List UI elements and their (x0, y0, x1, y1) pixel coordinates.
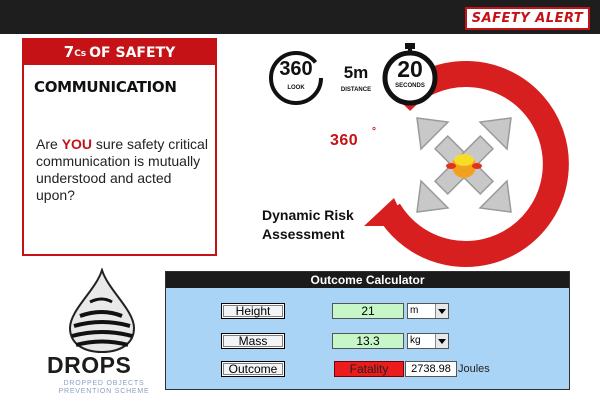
mass-unit-select[interactable] (407, 333, 449, 349)
drops-name: DROPS (47, 352, 132, 378)
height-unit-value: m (410, 305, 419, 316)
energy-value: 2738.98 (405, 361, 457, 377)
rotation-degree: ° (372, 126, 376, 137)
distance-value: 5m (343, 63, 369, 82)
seconds-value: 20 (397, 56, 423, 82)
stopwatch-stem (408, 49, 412, 53)
card-heading-superscript: Cs (74, 49, 87, 59)
outcome-calculator (165, 271, 570, 390)
height-button[interactable]: Height (221, 303, 285, 319)
drops-subtitle: DROPPED OBJECTS PREVENTION SCHEME (58, 380, 150, 395)
question-rest: sure safety critical communication is mutually understood and acted upon? (36, 136, 208, 203)
rotation-label: 360 (330, 132, 359, 149)
card-heading-text: OF SAFETY (89, 45, 176, 61)
question-prefix: Are (36, 136, 58, 152)
question-emphasis: YOU (61, 136, 93, 152)
drops-logo-icon (62, 268, 142, 354)
look-value: 360 (279, 58, 313, 80)
look-label: LOOK (287, 85, 305, 91)
card-heading-number: 7 (63, 43, 75, 61)
mass-unit-value: kg (410, 335, 421, 346)
energy-unit: Joules (458, 363, 490, 375)
chevron-down-icon[interactable] (435, 304, 448, 318)
risk-assessment-caption: Dynamic Risk Assessment (262, 207, 354, 242)
outcome-result: Fatality (334, 361, 404, 377)
seconds-label: SECONDS (395, 83, 425, 89)
stopwatch-crown (405, 43, 415, 49)
distance-label: DISTANCE (340, 87, 372, 93)
chevron-down-icon[interactable] (435, 334, 448, 348)
mass-button[interactable]: Mass (221, 333, 285, 349)
height-unit-select[interactable] (407, 303, 449, 319)
card-title: COMMUNICATION (34, 78, 177, 96)
outcome-button[interactable]: Outcome (221, 361, 285, 377)
calculator-title: Outcome Calculator (166, 272, 569, 288)
mass-value-field[interactable]: 13.3 (332, 333, 404, 349)
height-value-field[interactable]: 21 (332, 303, 404, 319)
safety-alert-badge: SAFETY ALERT (465, 7, 590, 30)
